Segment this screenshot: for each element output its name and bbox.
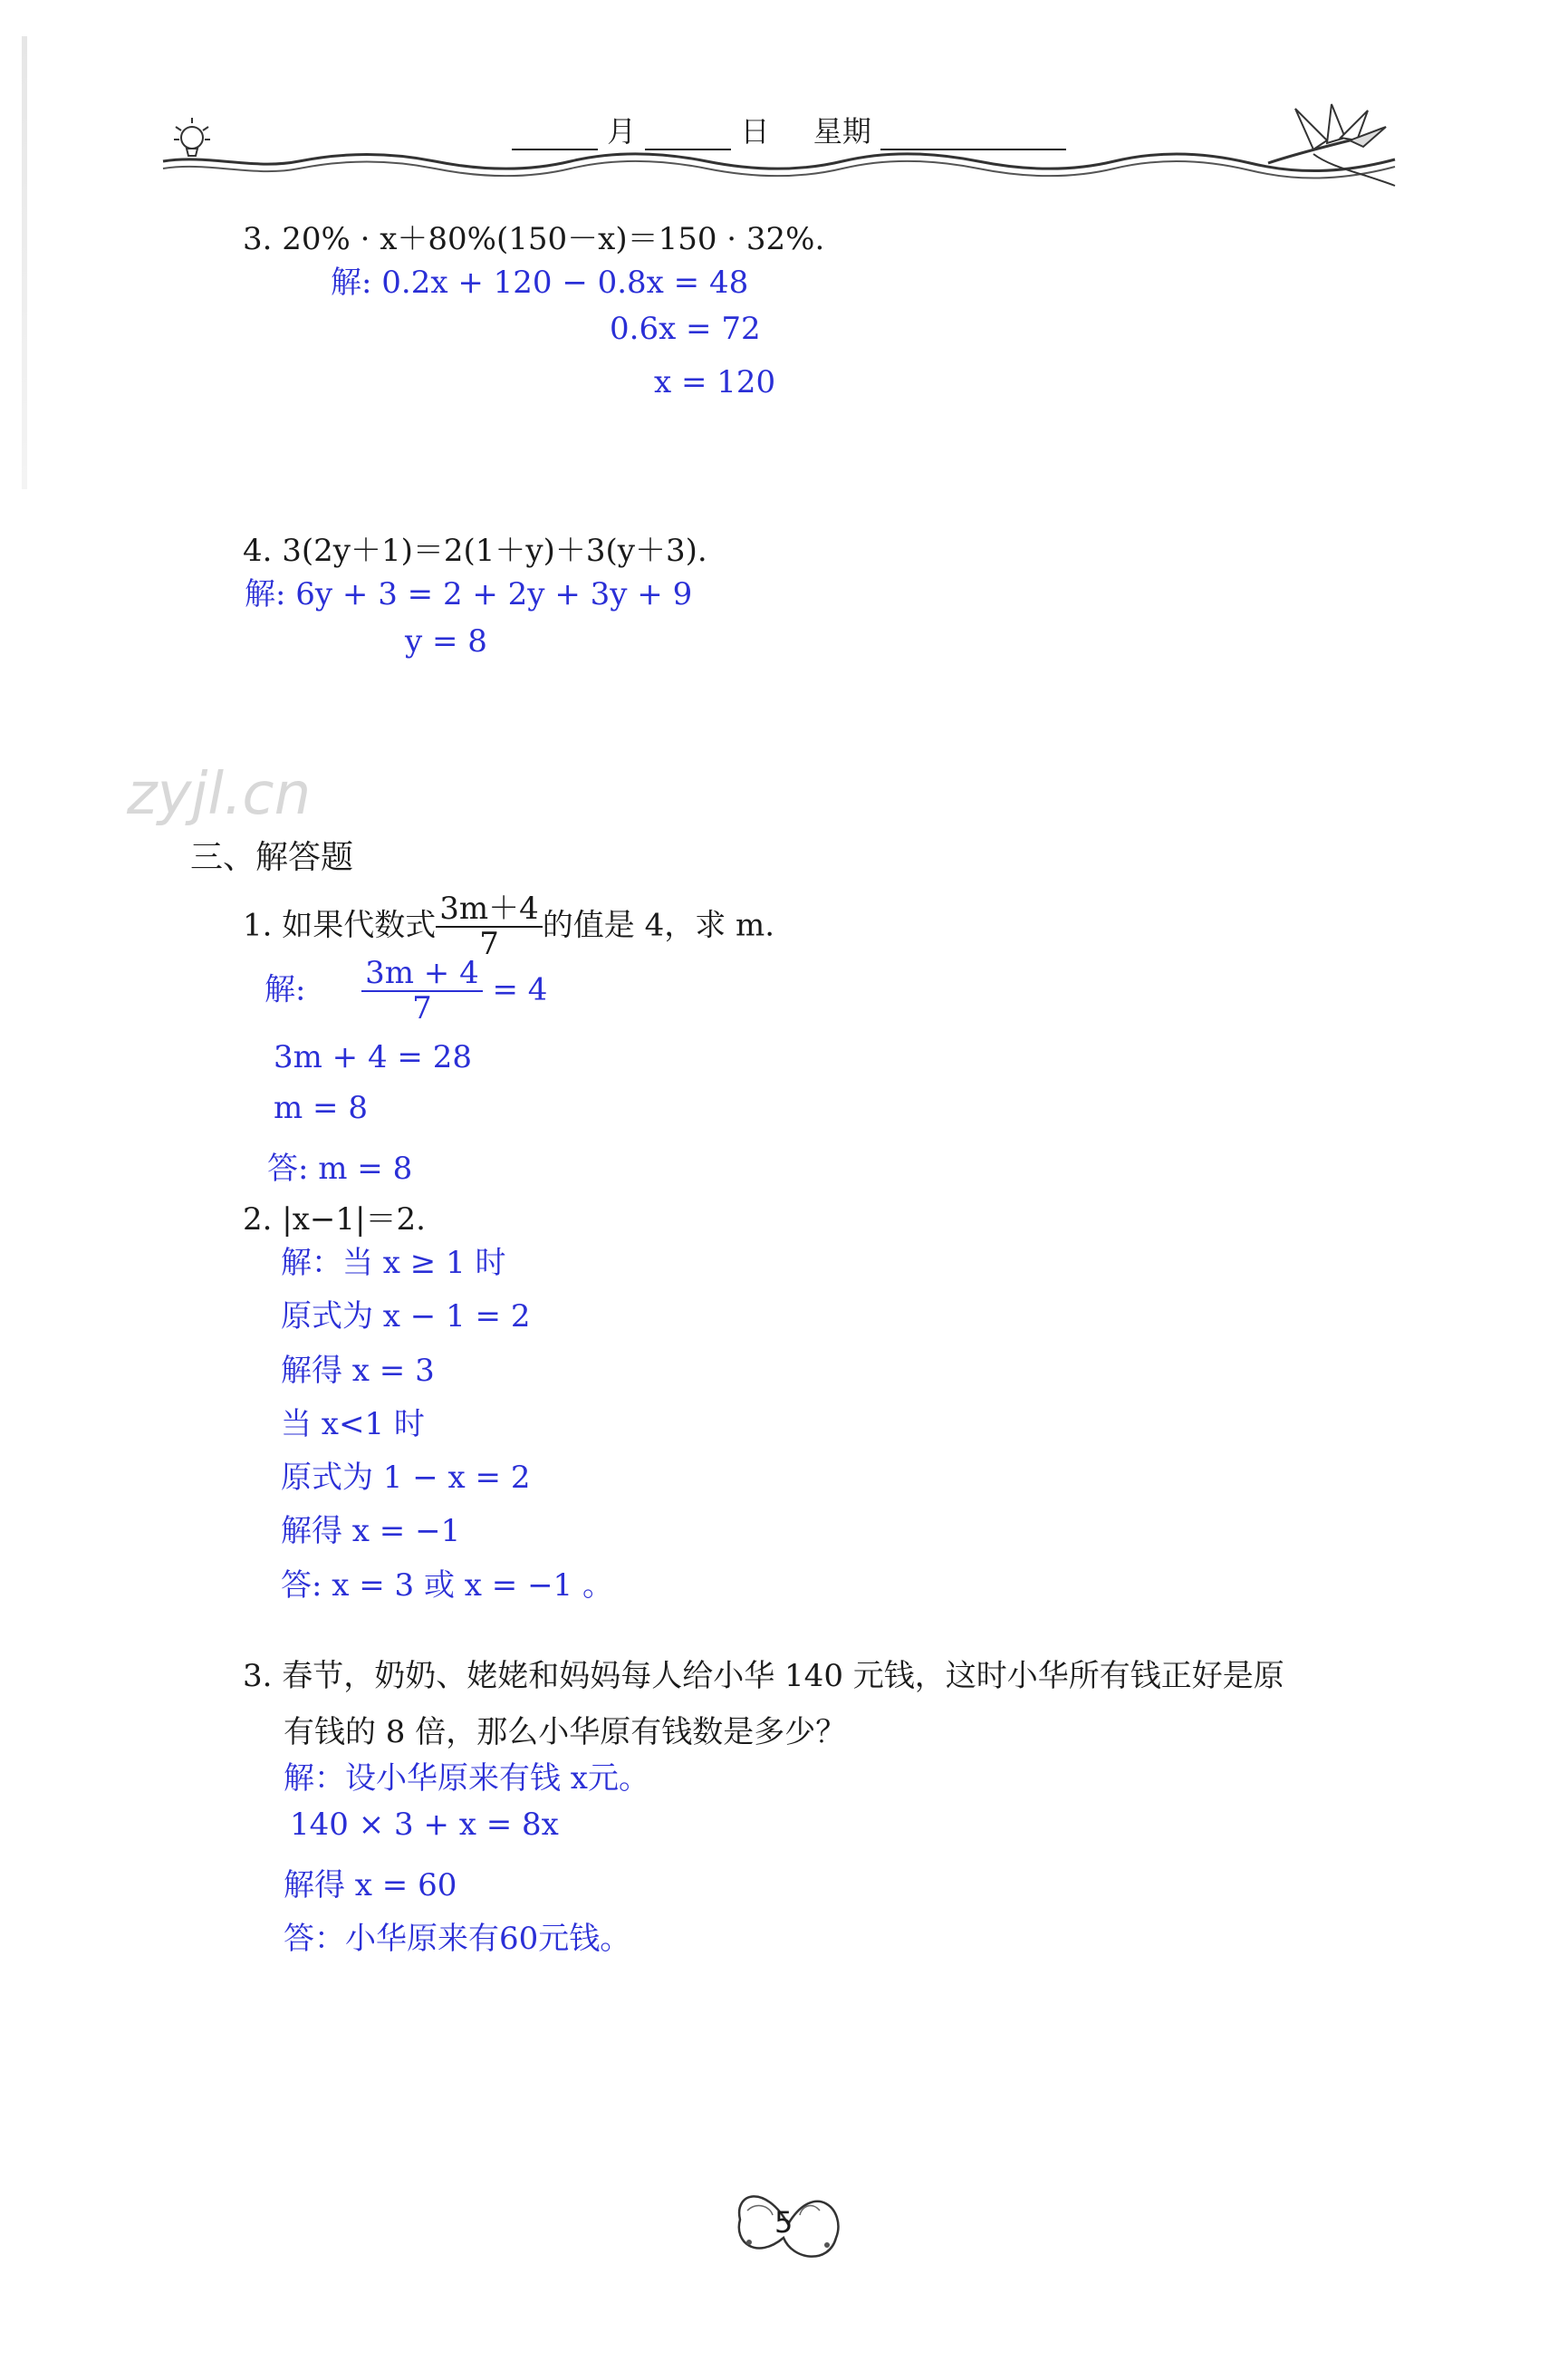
- q1-fraction: [436, 892, 543, 962]
- weekday-label: 星期: [813, 114, 871, 149]
- q1-answer: 答: m = 8: [267, 1151, 413, 1187]
- section-title: 三、解答题: [190, 839, 354, 876]
- page-number-badge: [729, 2174, 847, 2274]
- q1-solution-fraction-numerator: 3m + 4: [361, 957, 483, 992]
- q2-solution-line-2: 原式为 x − 1 = 2: [281, 1298, 531, 1335]
- problem-4-solution-line-2: y = 8: [405, 623, 487, 660]
- q2-solution-line-1: 解：当 x ≥ 1 时: [281, 1245, 506, 1281]
- flower-icon: [1268, 104, 1395, 186]
- page-number: 5: [774, 2205, 793, 2240]
- q2-question: 2. |x−1|＝2.: [243, 1201, 426, 1238]
- q2-solution-line-3: 解得 x = 3: [281, 1353, 435, 1389]
- q1-solution-fraction: [361, 957, 483, 1026]
- q1-solution-equals: = 4: [492, 971, 548, 1008]
- page-edge-shadow: [22, 36, 27, 489]
- q1-solution-fraction-denominator: 7: [412, 990, 432, 1027]
- q1-question: [243, 892, 774, 962]
- q2-solution-line-6: 解得 x = −1: [281, 1513, 461, 1549]
- q1-prefix: 1. 如果代数式: [243, 907, 437, 944]
- q1-solution-line-1: [264, 957, 547, 1026]
- q1-fraction-numerator: 3m＋4: [436, 892, 543, 928]
- problem-3-solution-line-2: 0.6x = 72: [610, 311, 761, 347]
- q1-solution-line-3: m = 8: [274, 1090, 368, 1126]
- q3-solution-line-3: 解得 x = 60: [284, 1867, 457, 1903]
- q3-question-line-2: 有钱的 8 倍，那么小华原有钱数是多少？: [284, 1714, 847, 1750]
- problem-4-solution-line-1: 解: 6y + 3 = 2 + 2y + 3y + 9: [245, 576, 693, 612]
- q2-solution-line-4: 当 x<1 时: [281, 1406, 425, 1442]
- problem-4-question: 4. 3(2y＋1)＝2(1＋y)＋3(y＋3).: [243, 533, 707, 569]
- date-fields: [512, 109, 1066, 150]
- problem-3-solution-line-3: x = 120: [654, 364, 776, 400]
- q1-suffix: 的值是 4，求 m.: [542, 907, 775, 944]
- problem-3-solution-line-1: 解: 0.2x + 120 − 0.8x = 48: [331, 265, 749, 301]
- q1-solution-label: 解:: [264, 971, 306, 1008]
- month-label: 月: [607, 114, 637, 149]
- q2-solution-line-5: 原式为 1 − x = 2: [281, 1460, 531, 1496]
- q2-answer: 答: x = 3 或 x = −1 。: [281, 1567, 613, 1604]
- q3-answer: 答：小华原来有60元钱。: [284, 1921, 631, 1957]
- q1-fraction-denominator: 7: [479, 926, 499, 963]
- watermark-logo: zyjl.cn: [127, 761, 312, 828]
- q1-solution-line-2: 3m + 4 = 28: [274, 1039, 472, 1075]
- q3-question-line-1: 3. 春节，奶奶、姥姥和妈妈每人给小华 140 元钱，这时小华所有钱正好是原: [243, 1658, 1284, 1694]
- q3-solution-line-1: 解：设小华原来有钱 x元。: [284, 1760, 649, 1797]
- day-label: 日: [740, 114, 770, 149]
- problem-3-question: 3. 20% · x＋80%(150－x)＝150 · 32%.: [243, 221, 825, 257]
- q3-solution-line-2: 140 × 3 + x = 8x: [290, 1807, 559, 1843]
- lightbulb-icon: [174, 118, 210, 156]
